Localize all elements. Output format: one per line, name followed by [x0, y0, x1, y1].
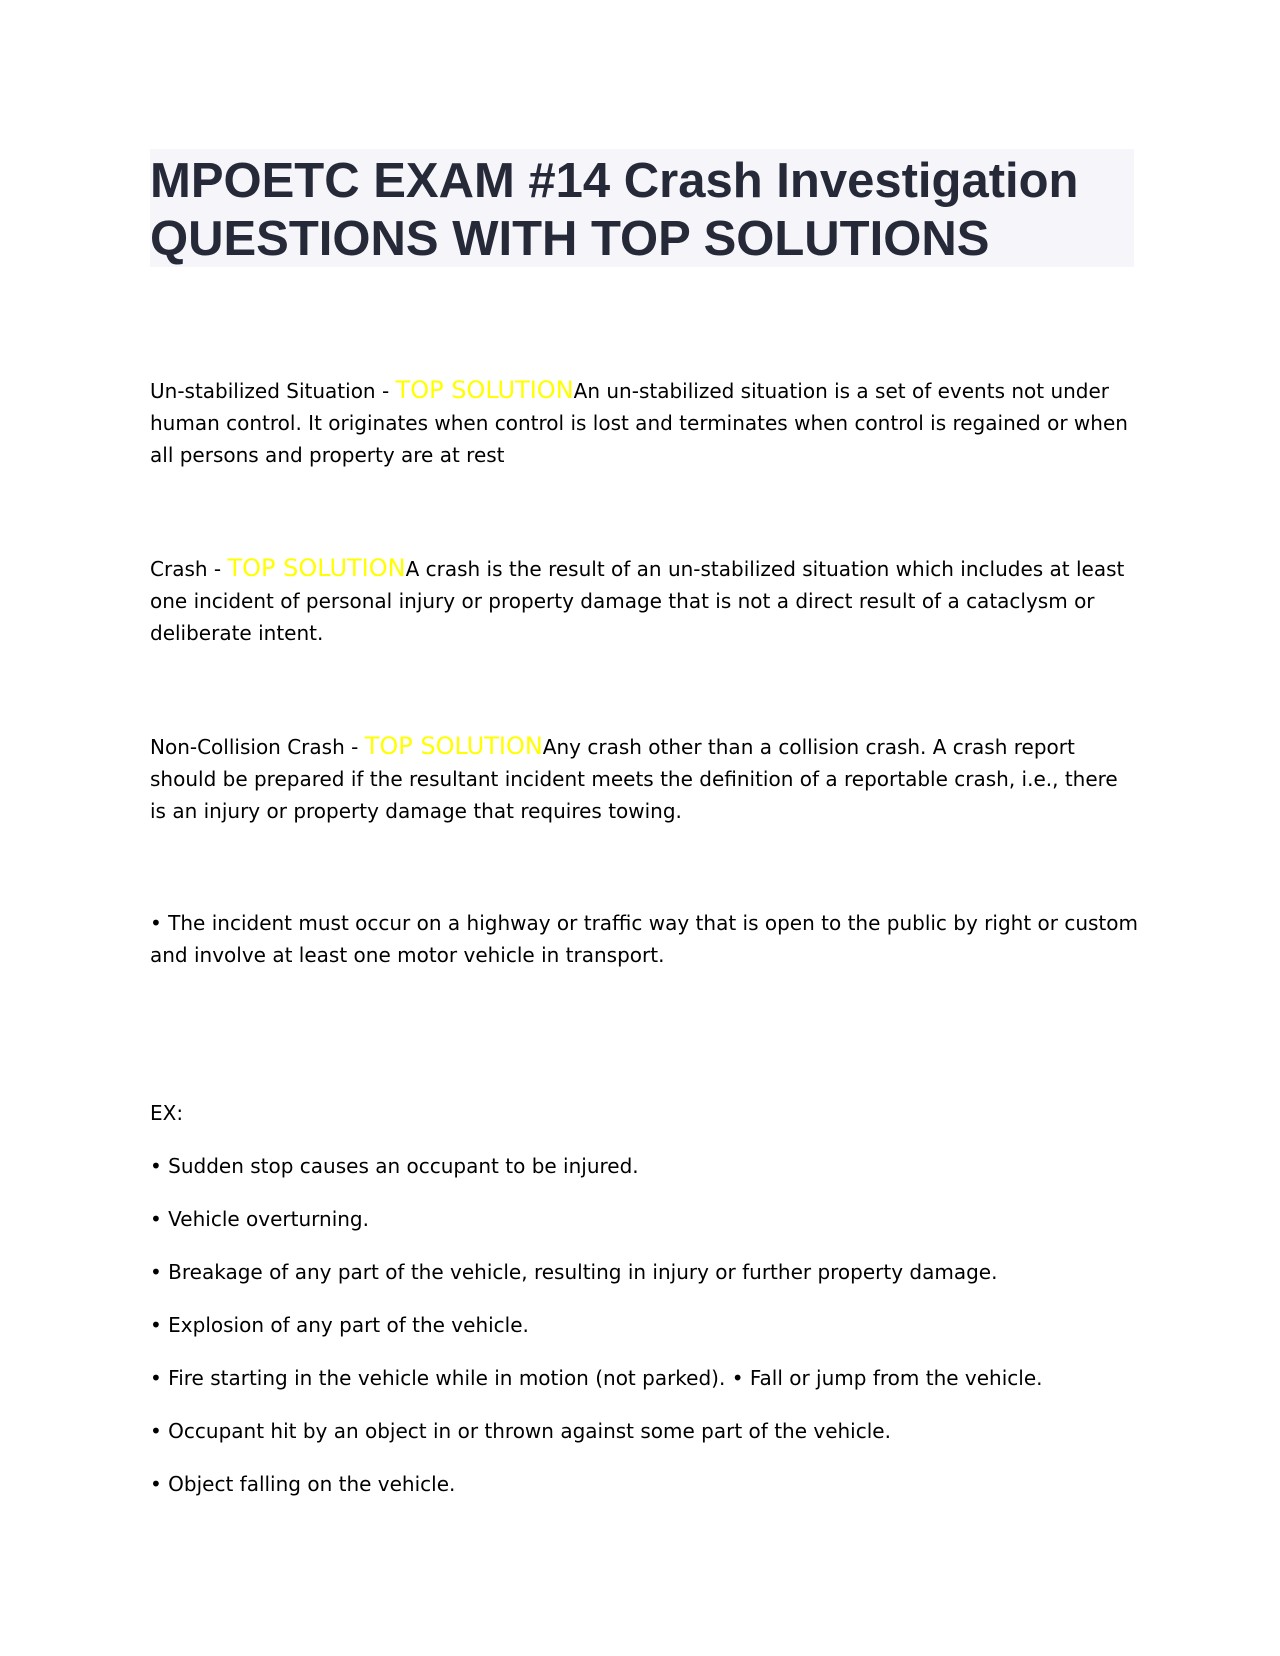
top-solution-tag: TOP SOLUTION: [364, 732, 543, 760]
entry-term: Non-Collision Crash -: [150, 735, 365, 759]
ex-label: EX:: [150, 1101, 184, 1125]
top-solution-tag: TOP SOLUTION: [395, 376, 574, 404]
top-solution-tag: TOP SOLUTION: [227, 554, 406, 582]
page-title-line-2: QUESTIONS WITH TOP SOLUTIONS: [150, 212, 990, 266]
list-item: • Breakage of any part of the vehicle, resulting in injury or further property damage.: [150, 1260, 998, 1284]
list-item: • Vehicle overturning.: [150, 1207, 369, 1231]
bullet-note: • The incident must occur on a highway or traffic way that is open to the public by right or custom and involve at least one motor vehicle in transport.: [150, 911, 1138, 967]
entry-definition: A crash is the result of an un-stabilized situation which includes at least one incident of personal injury or property damage that is not a direct result of a cataclysm or deliberate intent.: [150, 557, 1125, 645]
entry-term: Crash -: [150, 557, 228, 581]
entry-non-collision-crash: [150, 730, 1140, 827]
entry-definition: An un-stabilized situation is a set of events not under human control. It originates when control is lost and terminates when control is regained or when all persons and property are at rest: [150, 379, 1128, 467]
page-title-line-1: MPOETC EXAM #14 Crash Investigation: [150, 154, 1079, 208]
title-block: [150, 149, 1134, 267]
entry-definition: Any crash other than a collision crash. A crash report should be prepared if the resultant incident meets the definition of a reportable crash, i.e., there is an injury or property damage that requires towing.: [150, 735, 1118, 823]
list-item: • Explosion of any part of the vehicle.: [150, 1313, 529, 1337]
entry-crash: [150, 552, 1140, 649]
list-item: • Sudden stop causes an occupant to be injured.: [150, 1154, 639, 1178]
list-item: • Occupant hit by an object in or thrown against some part of the vehicle.: [150, 1419, 891, 1443]
list-item: • Object falling on the vehicle.: [150, 1472, 456, 1496]
list-item: • Fire starting in the vehicle while in motion (not parked). • Fall or jump from the vehicle.: [150, 1366, 1043, 1390]
entry-unstabilized-situation: [150, 374, 1140, 471]
entry-term: Un-stabilized Situation -: [150, 379, 396, 403]
